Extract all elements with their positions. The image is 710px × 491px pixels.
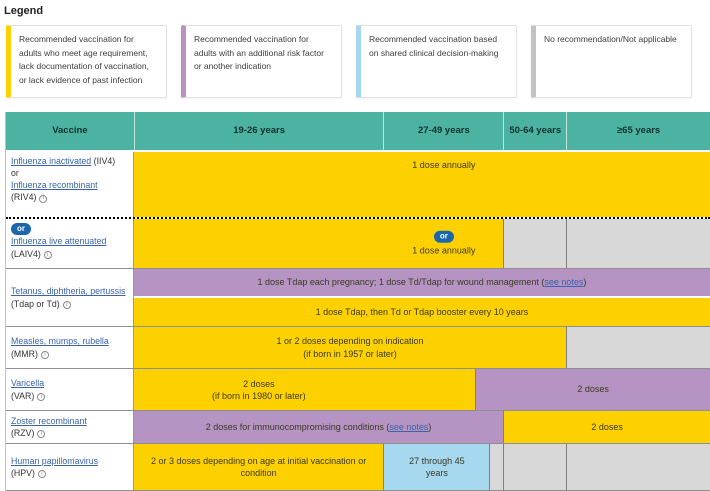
- legend: [6, 25, 692, 98]
- vaccine-cell: [6, 444, 134, 490]
- legend-text: Recommended vaccination based on shared clinical decision-making: [369, 34, 499, 58]
- legend-item-recommended: [6, 25, 167, 98]
- or-badge: or: [11, 223, 31, 235]
- vaccine-link-human-papillomavirus[interactable]: Human papillomavirus: [11, 455, 99, 466]
- dose-label: 2 doses: [243, 378, 275, 389]
- table-row-tetanus-diphtheria-pertussis: [6, 268, 710, 326]
- vaccine-link-influenza-inactivated[interactable]: Influenza inactivated: [11, 156, 92, 166]
- vaccine-cell: [6, 327, 134, 368]
- dose-label: ): [428, 421, 432, 432]
- info-icon[interactable]: i: [39, 195, 47, 203]
- dose-label: 2 doses: [577, 384, 609, 395]
- vaccine-abbrev: (RZV): [11, 428, 35, 438]
- stacked-bars: [134, 269, 710, 326]
- table-row-influenza-live-attenuated: [6, 217, 710, 268]
- dose-label: 2 doses: [591, 421, 623, 432]
- col-header-vaccine: Vaccine: [52, 125, 88, 137]
- table-row-influenza-inactivated: [6, 152, 710, 217]
- table-header-row: [6, 112, 710, 152]
- cell-risk-factor: [134, 269, 710, 296]
- info-icon[interactable]: i: [37, 430, 45, 438]
- cell-shared-decision: [383, 444, 489, 490]
- cell-no-recommendation: [566, 444, 710, 490]
- legend-item-shared-decision: [356, 25, 517, 98]
- see-notes-link[interactable]: see notes: [544, 277, 584, 288]
- cell-recommended: [134, 298, 710, 326]
- info-icon[interactable]: i: [63, 301, 71, 309]
- cell-no-recommendation: [503, 219, 566, 268]
- cell-no-recommendation: [489, 444, 503, 490]
- dose-label: (if born in 1980 or later): [212, 390, 306, 401]
- vaccine-cell: [6, 152, 134, 217]
- col-header-19-26: 19-26 years: [134, 112, 384, 150]
- cell-risk-factor: [134, 411, 503, 443]
- legend-title: Legend: [4, 5, 44, 17]
- cell-no-recommendation: [566, 219, 710, 268]
- cell-risk-factor: [475, 369, 710, 410]
- vaccine-abbrev: (IIV4): [91, 156, 116, 166]
- vaccine-cell: [6, 219, 134, 268]
- dose-label: 2 doses for immunocompromising conditions (: [205, 421, 390, 432]
- legend-text: No recommendation/Not applicable: [544, 34, 677, 44]
- vaccine-link-varicella[interactable]: Varicella: [11, 378, 45, 389]
- cell-recommended: [134, 444, 384, 490]
- legend-item-risk-factor: [181, 25, 342, 98]
- dose-label: 1 dose Tdap each pregnancy; 1 dose Td/Tdap for wound management (: [257, 277, 545, 288]
- vaccine-cell: [6, 369, 134, 410]
- col-header-65plus: ≥65 years: [566, 112, 710, 150]
- or-badge: or: [434, 230, 454, 242]
- dose-label: condition: [240, 468, 277, 478]
- dose-label: 27 through 45: [409, 455, 465, 466]
- cell-no-recommendation: [503, 444, 566, 490]
- dose-label: ): [583, 277, 587, 288]
- dose-label: years: [425, 468, 448, 478]
- info-icon[interactable]: i: [37, 393, 45, 401]
- dose-label: 1 dose annually: [412, 245, 476, 256]
- cell-recommended: [134, 327, 566, 368]
- col-header-50-64: 50-64 years: [503, 112, 566, 150]
- vaccine-abbrev: (LAIV4): [11, 248, 41, 259]
- legend-text: Recommended vaccination for adults with an additional risk factor or another indication: [194, 34, 324, 72]
- vaccine-link-tetanus-diphtheria-pertussis[interactable]: Tetanus, diphtheria, pertussis: [11, 286, 126, 297]
- col-header-27-49: 27-49 years: [383, 112, 503, 150]
- table-row-measles-mumps-rubella: [6, 326, 710, 368]
- vaccine-schedule-table: [5, 112, 710, 491]
- cell-no-recommendation: [566, 327, 710, 368]
- table-row-varicella: [6, 368, 710, 410]
- vaccine-link-zoster-recombinant[interactable]: Zoster recombinant: [11, 415, 87, 426]
- vaccine-cell: [6, 411, 134, 443]
- cell-recommended: [134, 219, 503, 268]
- vaccine-link-influenza-recombinant[interactable]: Influenza recombinant: [11, 180, 98, 191]
- table-row-zoster-recombinant: [6, 410, 710, 443]
- vaccine-link-measles-mumps-rubella[interactable]: Measles, mumps, rubella: [11, 336, 109, 347]
- see-notes-link[interactable]: see notes: [389, 421, 429, 432]
- vaccine-abbrev: (Tdap or Td): [11, 298, 60, 309]
- vaccine-cell: [6, 269, 134, 326]
- dose-label: (if born in 1957 or later): [303, 348, 397, 359]
- vaccine-link-influenza-live-attenuated[interactable]: Influenza live attenuated: [11, 236, 107, 247]
- table-row-human-papillomavirus: [6, 443, 710, 491]
- info-icon[interactable]: i: [44, 251, 52, 259]
- dose-label: 1 or 2 doses depending on indication: [276, 336, 424, 347]
- legend-item-no-recommendation: [531, 25, 692, 98]
- conjunction-or: or: [11, 168, 19, 179]
- vaccine-abbrev: (HPV): [11, 468, 35, 478]
- vaccine-abbrev: (RIV4): [11, 192, 37, 203]
- info-icon[interactable]: i: [41, 351, 49, 359]
- vaccine-abbrev: (VAR): [11, 390, 35, 401]
- vaccine-abbrev: (MMR): [11, 348, 38, 359]
- dose-label: 1 dose Tdap, then Td or Tdap booster every 10 years: [315, 306, 529, 317]
- cell-recommended: [503, 411, 710, 443]
- cell-recommended: [134, 369, 476, 410]
- cell-recommended: [134, 152, 710, 217]
- legend-text: Recommended vaccination for adults who meet age requirement, lack documentation of vaccination, or lack evidence of past infection: [19, 34, 149, 85]
- dose-label: 1 dose annually: [412, 160, 476, 170]
- dose-label: 2 or 3 doses depending on age at initial vaccination or: [151, 455, 367, 466]
- info-icon[interactable]: i: [38, 470, 46, 478]
